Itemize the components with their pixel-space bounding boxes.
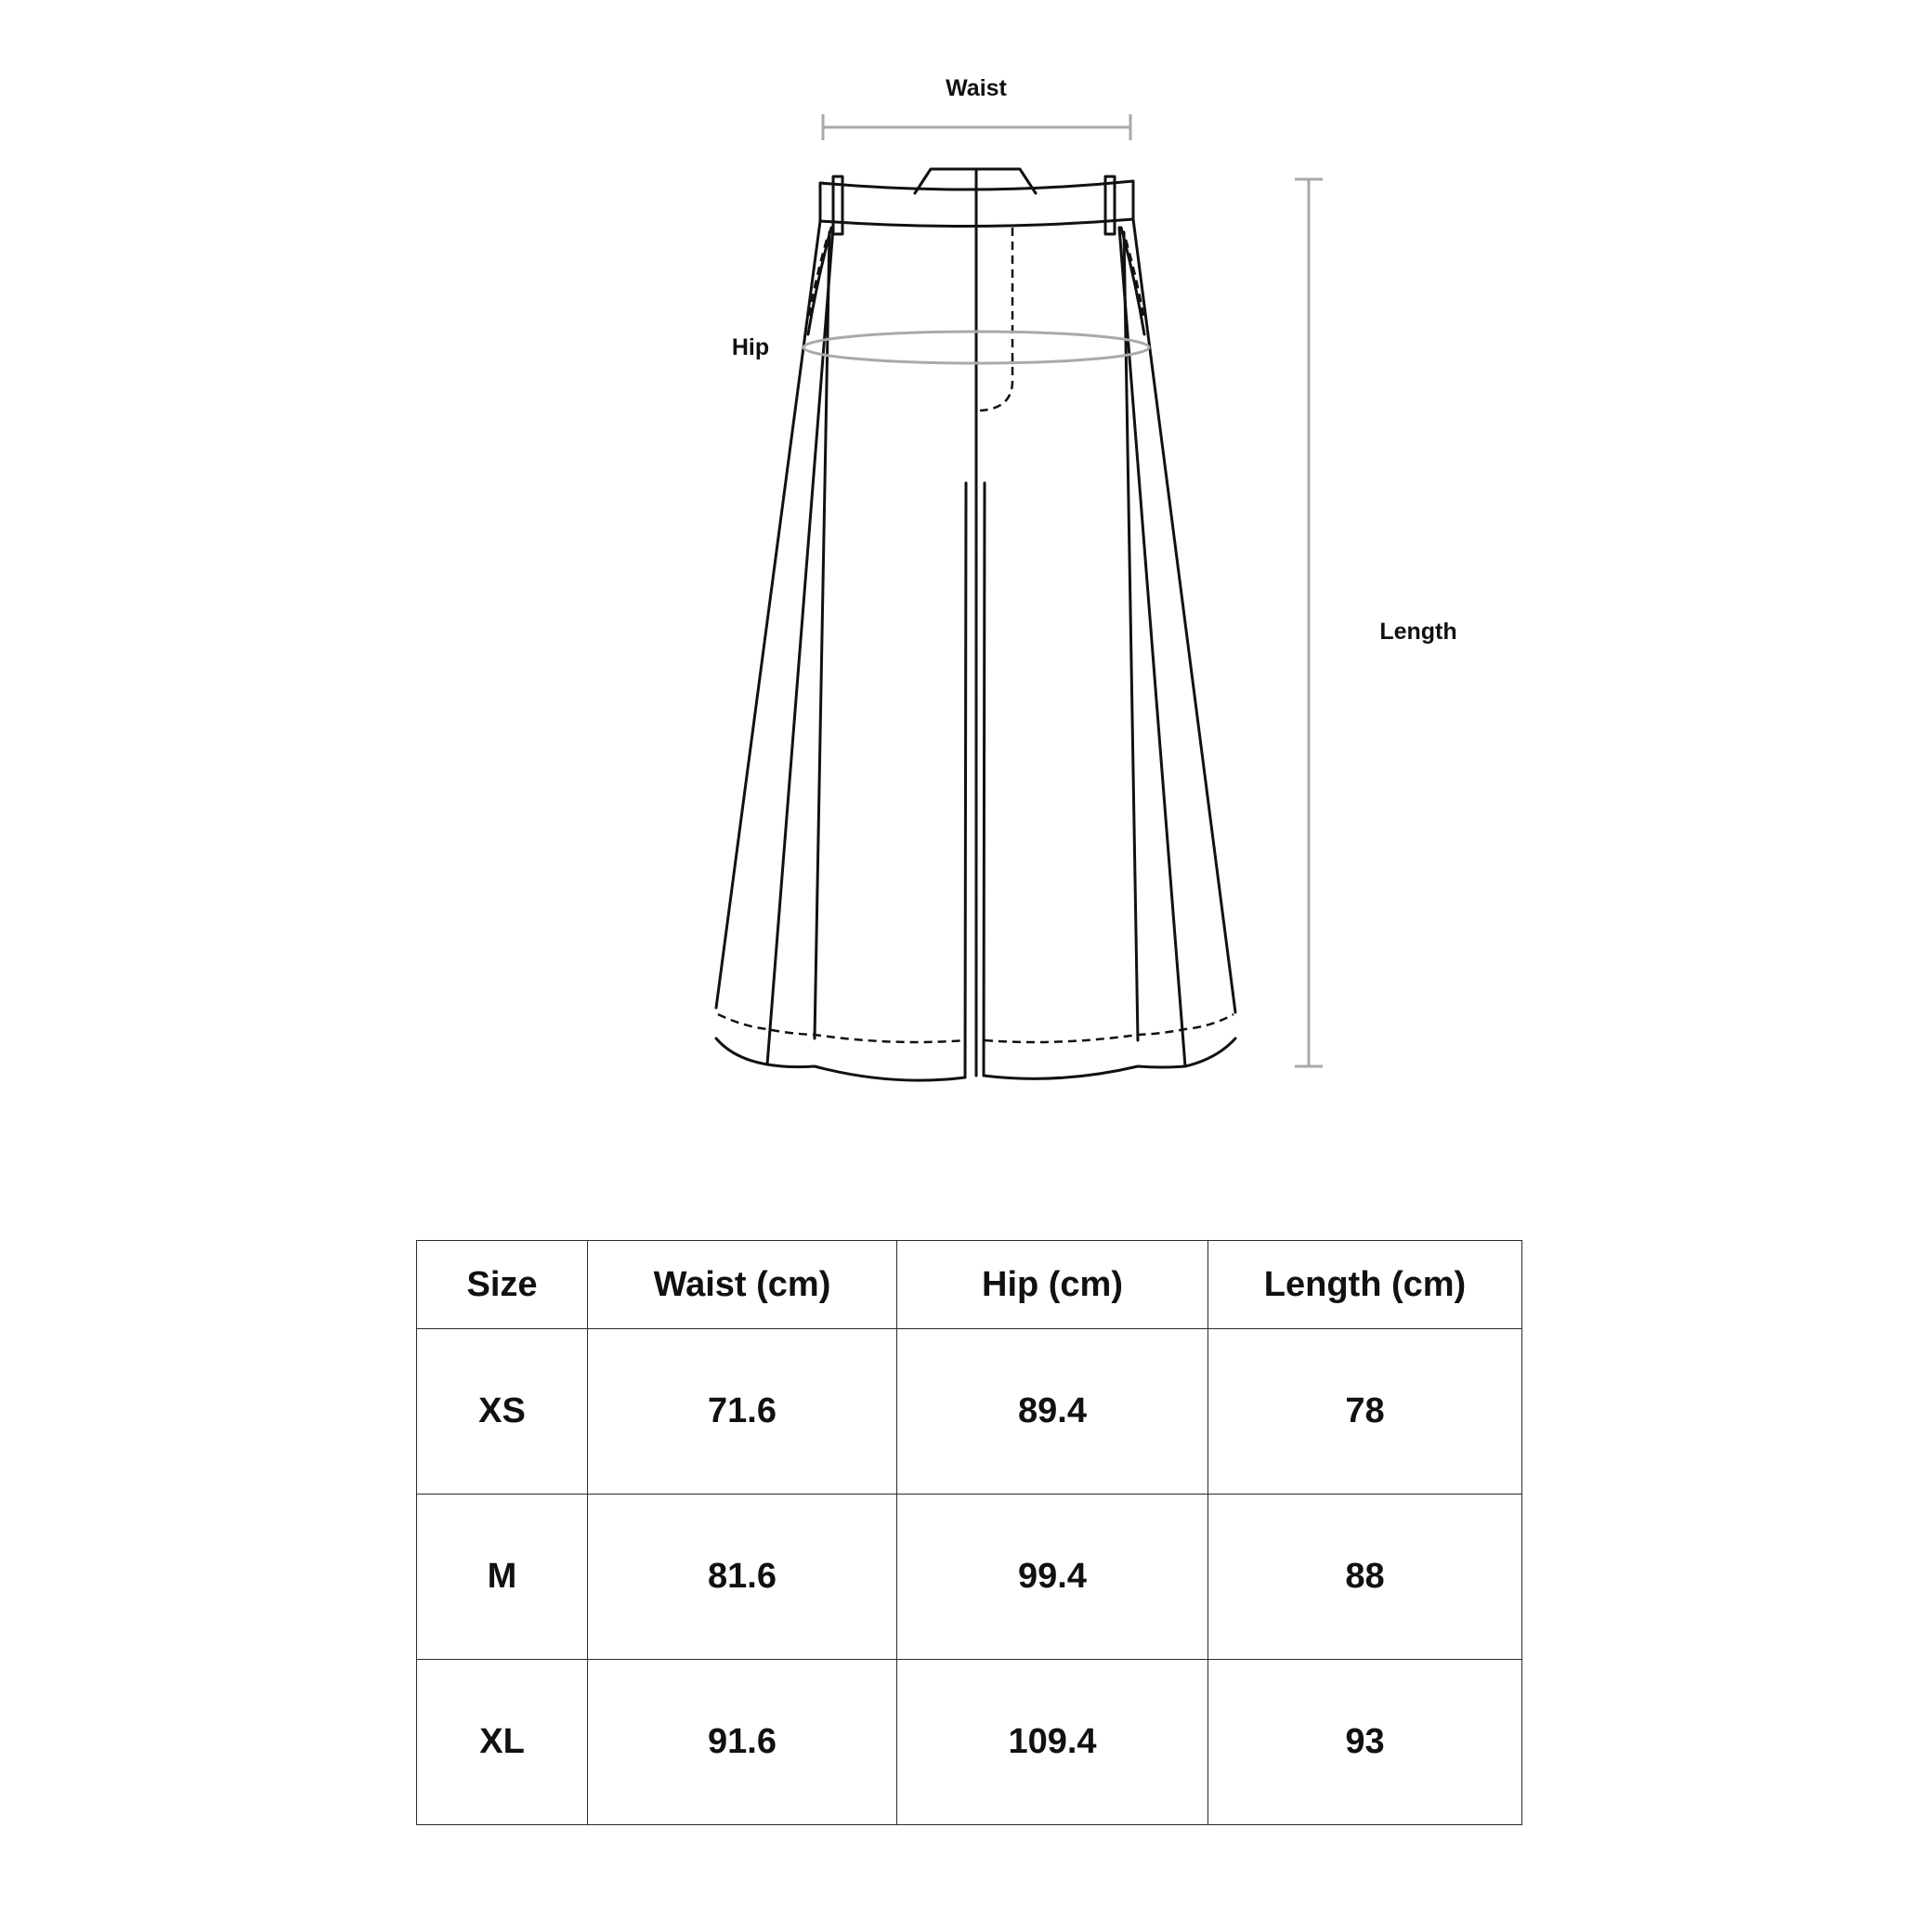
table-row xyxy=(417,1660,1522,1825)
cell-hip: 99.4 xyxy=(897,1495,1208,1660)
trousers-outline xyxy=(716,169,1235,1080)
cell-length: 78 xyxy=(1208,1329,1522,1495)
left-hem-stitch xyxy=(718,1014,966,1042)
header-length: Length (cm) xyxy=(1208,1241,1522,1329)
table-row xyxy=(417,1495,1522,1660)
right-inner-leg xyxy=(984,483,985,1076)
length-label: Length xyxy=(1379,619,1457,645)
right-hem-stitch xyxy=(985,1014,1234,1042)
cell-waist: 81.6 xyxy=(588,1495,897,1660)
header-waist: Waist (cm) xyxy=(588,1241,897,1329)
cell-hip: 109.4 xyxy=(897,1660,1208,1825)
cell-length: 93 xyxy=(1208,1660,1522,1825)
left-pleat-1 xyxy=(767,228,833,1064)
table-header-row xyxy=(417,1241,1522,1329)
cell-size: M xyxy=(417,1495,588,1660)
left-inner-leg xyxy=(965,483,966,1077)
belt-loop-right xyxy=(1105,176,1115,234)
measurement-guides xyxy=(803,114,1323,1066)
size-chart-table xyxy=(416,1240,1522,1825)
cell-size: XL xyxy=(417,1660,588,1825)
waist-label: Waist xyxy=(946,75,1007,101)
table-row xyxy=(417,1329,1522,1495)
cell-hip: 89.4 xyxy=(897,1329,1208,1495)
header-size: Size xyxy=(417,1241,588,1329)
cell-waist: 91.6 xyxy=(588,1660,897,1825)
cell-size: XS xyxy=(417,1329,588,1495)
right-hem xyxy=(984,1038,1235,1078)
hip-label: Hip xyxy=(731,334,770,360)
fly-stitch xyxy=(980,228,1012,411)
cell-length: 88 xyxy=(1208,1495,1522,1660)
header-hip: Hip (cm) xyxy=(897,1241,1208,1329)
cell-waist: 71.6 xyxy=(588,1329,897,1495)
left-hem xyxy=(716,1038,965,1080)
